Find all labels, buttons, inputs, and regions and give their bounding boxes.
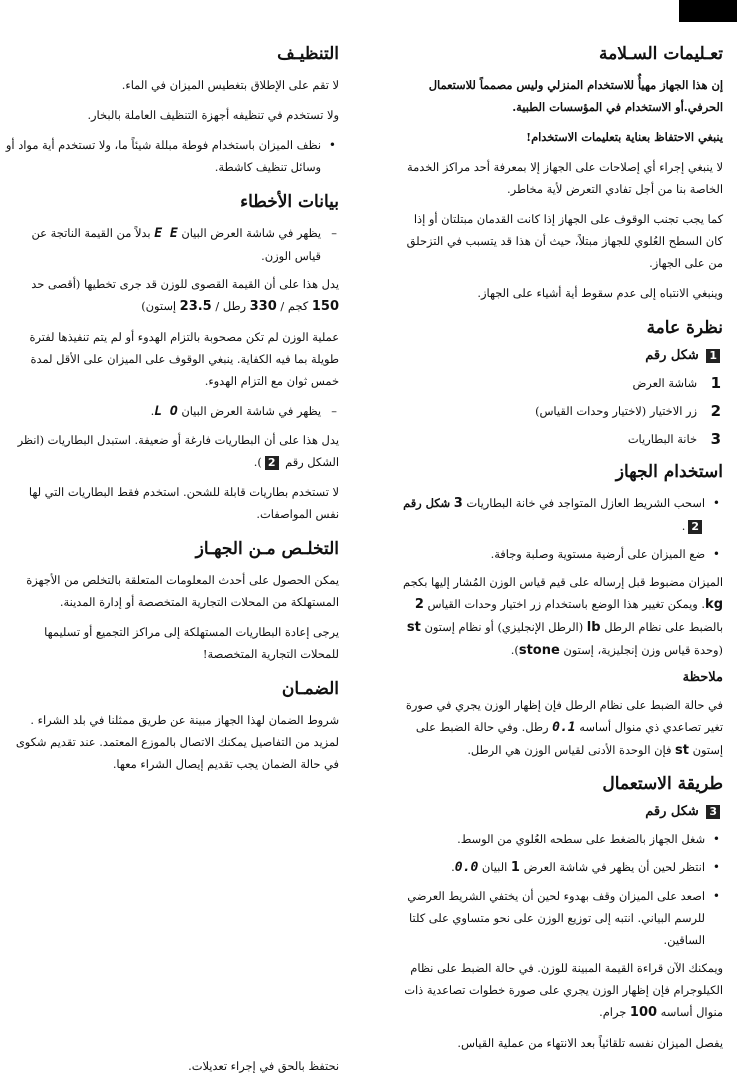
list-item: • انتظر لحين أن يظهر في شاشة العرض 1 البيان 0.0. [393, 856, 723, 879]
lcd-value: E E [154, 226, 178, 241]
method-bullets [393, 828, 723, 951]
list-item: • اصعد على الميزان وقف بهدوء لحين أن يختفي الشريط العرضي للرسم البياني. انتبه إلى توزيع الوزن على نحو متساوي على كلتا الساقين. [393, 885, 723, 951]
left-column [3, 44, 339, 783]
safety-paragraph: وينبغي الانتباه إلى عدم سقوط أية أشياء على الجهاز. [477, 286, 723, 300]
list-item: • ضع الميزان على أرضية مستوية وصلبة وجافة. [393, 543, 723, 565]
safety-paragraph: كما يجب تجنب الوقوف على الجهاز إذا كانت القدمان مبتلتان أو إذا كان السطح العُلوي للجهاز مبتلاً، حيث أن هذا قد يتسبب في التزحلق من على الجهاز. [406, 212, 723, 270]
page-corner-tab [679, 0, 737, 22]
right-column [393, 44, 723, 1062]
list-item: 2 زر الاختيار (لاختيار وحدات القياس) [535, 402, 721, 420]
list-item: 3 خانة البطاريات [627, 430, 721, 448]
note-paragraph: في حالة الضبط على نظام الرطل فإن إظهار الوزن يجري في صورة تغير تصاعدي ذي منوال أساسه 0.1 رطل. وفي حالة الضبط على إستون st فإن الوحدة الأدنى لقياس الوزن هي الرطل. [405, 698, 723, 758]
figure-number-badge: 2 [688, 520, 702, 534]
safety-paragraph: لا ينبغي إجراء أي إصلاحات على الجهاز إلا بمعرفة أحد مراكز الخدمة الخاصة بنا من أجل تفادي التعرض لأية مخاطر. [407, 160, 723, 196]
method-figure-label: 3 شكل رقم [393, 804, 723, 819]
errors-paragraph: يدل هذا على أن البطاريات فارغة أو ضعيفة. استبدل البطاريات (انظر الشكل رقم 2). [17, 433, 339, 469]
list-item: • نظف الميزان باستخدام فوطة مبللة شيئاً ما، ولا تستخدم أية مواد أو وسائل تنظيف كاشطة. [3, 134, 339, 178]
lcd-value: 0.1 [552, 720, 576, 735]
list-item: – يظهر في شاشة العرض البيان L O. [3, 400, 339, 423]
warranty-title: الضمـان [281, 679, 339, 699]
errors-title: بيانات الأخطاء [240, 192, 339, 212]
disposal-title: التخلـص مـن الجهـاز [195, 539, 339, 559]
overview-list [393, 372, 723, 450]
disposal-paragraph: يرجى إعادة البطاريات المستهلكة إلى مراكز التجميع أو تسليمها للمحلات التجارية المتخصصة! [44, 625, 339, 661]
overview-title: نظرة عامة [646, 318, 723, 338]
errors-paragraph: يدل هذا على أن القيمة القصوى للوزن قد جرى تخطيها (أقصى حد 150 كجم / 330 رطل / 23.5 إستون) [31, 277, 339, 314]
safety-intro: إن هذا الجهاز مهيأٌ للاستخدام المنزلي وليس مصمماً للاستعمال الحرفي.أو الاستخدام في المؤسسات الطبية. [428, 78, 723, 114]
usage-title: استخدام الجهاز [615, 462, 723, 482]
note-title: ملاحظة [682, 670, 723, 685]
figure-number-badge: 3 [706, 805, 720, 819]
cleaning-title: التنظيـف [277, 44, 339, 64]
lcd-value: 0.0 [454, 860, 479, 875]
usage-bullets [393, 492, 723, 565]
warranty-paragraph: شروط الضمان لهذا الجهاز مبينة عن طريق ممثلنا في بلد الشراء . لمزيد من التفاصيل يمكنك الاتصال بالموزع المعتمد. عند تقديم شكوى في حالة الضمان يجب تقديم إيصال الشراء معها. [15, 713, 339, 771]
errors-dash-list [3, 400, 339, 423]
footer-note: نحتفظ بالحق في إجراء تعديلات. [188, 1059, 339, 1073]
list-item: • شغل الجهاز بالضغط على سطحه العُلوي من الوسط. [393, 828, 723, 850]
errors-dash-list [3, 222, 339, 267]
list-item: – يظهر في شاشة العرض البيان E E بدلاً من القيمة الناتجة عن قياس الوزن. [3, 222, 339, 267]
list-item: • اسحب الشريط العازل المتواجد في خانة البطاريات 3 شكل رقم 2. [393, 492, 723, 537]
cleaning-bullets [3, 134, 339, 178]
cleaning-paragraph: لا تقم على الإطلاق بتغطيس الميزان في الماء. [121, 78, 339, 92]
usage-paragraph: الميزان مضبوط قبل إرساله على قيم قياس الوزن المُشار إليها بكجم kg. ويمكن تغيير هذا الوضع باستخدام زر اختيار وحدات القياس 2 بالضبط على نظام الرطل lb (الرطل الإنجليزي) أو نظام إستون st (وحدة قياس وزن إنجليزية، إستون stone). [403, 575, 723, 658]
lcd-value: L O [154, 404, 178, 419]
errors-paragraph: لا تستخدم بطاريات قابلة للشحن. استخدم فقط البطاريات التي لها نفس المواصفات. [28, 485, 339, 521]
method-paragraph: ويمكنك الآن قراءة القيمة المبينة للوزن. في حالة الضبط على نظام الكيلوجرام فإن إظهار الوزن يجري على صورة خطوات تصاعدية ذات منوال أساسه 100 جرام. [404, 961, 723, 1020]
method-title: طريقة الاستعمال [602, 774, 723, 794]
errors-paragraph: عملية الوزن لم تكن مصحوبة بالتزام الهدوء أو لم يتم تنفيذها لفترة طويلة بما فيه الكفاية. ينبغي الوقوف على الميزان على الأقل لمدة خمس ثوان مع التزام الهدوء. [29, 330, 339, 388]
figure-number-badge: 2 [265, 456, 279, 470]
disposal-paragraph: يمكن الحصول على أحدث المعلومات المتعلقة بالتخلص من الأجهزة المستهلكة من المحلات التجارية المتخصصة أو إدارة المدينة. [26, 573, 339, 609]
figure-number-badge: 1 [706, 349, 720, 363]
safety-title: تعـليمات السـلامة [598, 44, 723, 64]
safety-must-follow: ينبغي الاحتفاظ بعناية بتعليمات الاستخدام! [526, 130, 723, 144]
method-last: يفصل الميزان نفسه تلقائياً بعد الانتهاء من عملية القياس. [457, 1036, 723, 1050]
overview-figure-label: 1 شكل رقم [393, 348, 723, 363]
cleaning-paragraph: ولا تستخدم في تنظيفه أجهزة التنظيف العاملة بالبخار. [87, 108, 339, 122]
list-item: 1 شاشة العرض [632, 374, 721, 392]
